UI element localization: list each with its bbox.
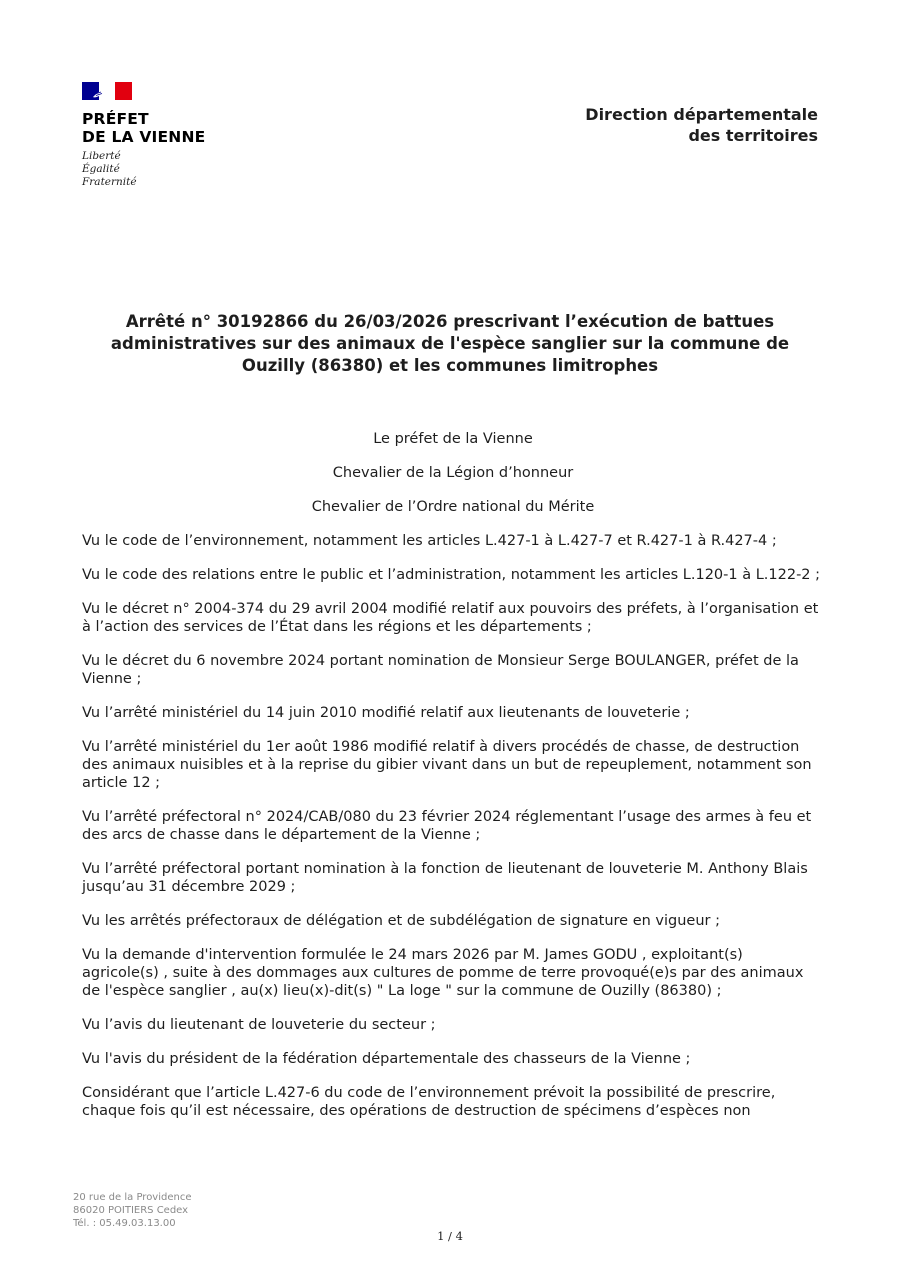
department-heading xyxy=(585,104,818,146)
preamble-legion-honneur: Chevalier de la Légion d’honneur xyxy=(332,465,574,481)
department-heading-line1: Direction départementale xyxy=(585,105,818,124)
marianne-icon xyxy=(82,82,132,100)
footer-address xyxy=(73,1191,192,1230)
visa-paragraph: Vu l’arrêté préfectoral portant nomination à la fonction de lieutenant de louveterie M. Anthony Blais jusqu’au 31 décembre 2029 ; xyxy=(82,861,808,895)
visa-paragraph: Vu le code des relations entre le public et l’administration, notamment les articles L.120-1 à L.122-2 ; xyxy=(82,567,821,583)
visa-paragraph: Vu les arrêtés préfectoraux de délégation et de subdélégation de signature en vigueur ; xyxy=(82,913,720,929)
footer-street: 20 rue de la Providence xyxy=(73,1192,192,1203)
visa-paragraph: Vu l’arrêté ministériel du 1er août 1986 modifié relatif à divers procédés de chasse, de destruction des animaux nuisibles et à la reprise du gibier vivant dans un but de repeuplement, notamment son article 12 ; xyxy=(82,739,812,791)
prefect-title-line1: PRÉFET xyxy=(82,110,149,128)
prefecture-logo-block xyxy=(82,82,205,189)
motto-egalite: Égalité xyxy=(82,163,120,175)
visa-paragraph: Vu le décret n° 2004-374 du 29 avril 2004 modifié relatif aux pouvoirs des préfets, à l’organisation et à l’action des services de l’État dans les régions et les départements ; xyxy=(82,601,819,635)
motto-liberte: Liberté xyxy=(82,150,121,162)
decree-title: Arrêté n° 30192866 du 26/03/2026 prescrivant l’exécution de battues administratives sur des animaux de l'espèce sanglier sur la commune de Ouzilly (86380) et les communes limitrophes xyxy=(110,312,790,375)
motto-fraternite: Fraternité xyxy=(82,176,137,188)
visa-paragraph: Vu le code de l’environnement, notamment les articles L.427-1 à L.427-7 et R.427-1 à R.427-4 ; xyxy=(82,533,777,549)
visa-paragraph: Vu l’arrêté ministériel du 14 juin 2010 modifié relatif aux lieutenants de louveterie ; xyxy=(82,705,690,721)
considerant-paragraph: Considérant que l’article L.427-6 du code de l’environnement prévoit la possibilité de prescrire, chaque fois qu’il est nécessaire, des opérations de destruction de spécimens d’espèces non xyxy=(82,1085,776,1119)
preamble-prefect: Le préfet de la Vienne xyxy=(373,431,533,447)
footer-phone: Tél. : 05.49.03.13.00 xyxy=(73,1218,176,1229)
decree-body xyxy=(82,430,824,1136)
preamble-ordre-merite: Chevalier de l’Ordre national du Mérite xyxy=(311,499,595,515)
republic-flag-logo xyxy=(82,82,132,100)
visa-paragraph: Vu l’arrêté préfectoral n° 2024/CAB/080 du 23 février 2024 réglementant l’usage des armes à feu et des arcs de chasse dans le département de la Vienne ; xyxy=(82,809,812,843)
prefect-title xyxy=(82,110,205,146)
visa-paragraph: Vu la demande d'intervention formulée le 24 mars 2026 par M. James GODU , exploitant(s) agricole(s) , suite à des dommages aux cultures de pomme de terre provoqué(e)s par des animaux de l'espèce sanglier , au(x) lieu(x)-dit(s) " La loge " sur la commune de Ouzilly (86380) ; xyxy=(82,947,804,999)
footer-city: 86020 POITIERS Cedex xyxy=(73,1205,189,1216)
republic-motto xyxy=(82,150,205,189)
page-number: 1 / 4 xyxy=(437,1229,463,1243)
prefect-title-line2: DE LA VIENNE xyxy=(82,128,206,146)
visa-paragraph: Vu le décret du 6 novembre 2024 portant nomination de Monsieur Serge BOULANGER, préfet de la Vienne ; xyxy=(82,653,799,687)
department-heading-line2: des territoires xyxy=(688,126,818,145)
visa-paragraph: Vu l'avis du président de la fédération départementale des chasseurs de la Vienne ; xyxy=(82,1051,691,1067)
visa-paragraph: Vu l’avis du lieutenant de louveterie du secteur ; xyxy=(82,1017,436,1033)
